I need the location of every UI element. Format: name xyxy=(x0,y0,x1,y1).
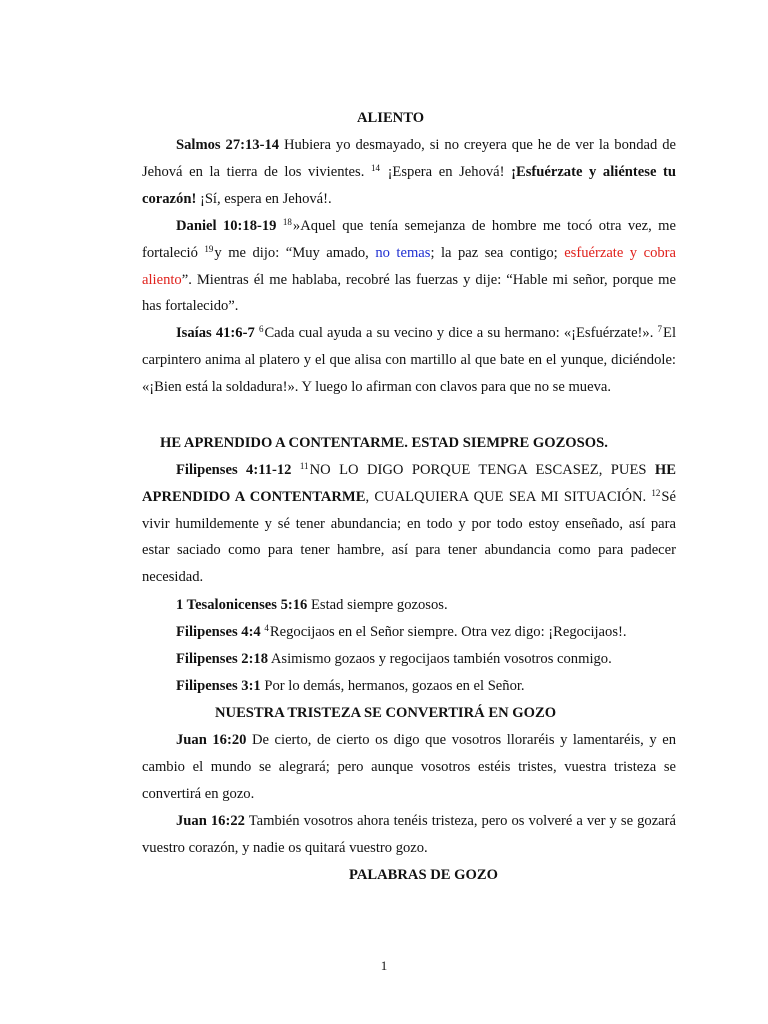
paragraph-isaias: Isaías 41:6-7 $^6$Cada cual ayuda a su vecino y dice a su hermano: «¡Esfuérzate!». $^7$El carpintero anima al platero y el que alisa con martillo al que bate en el yunque, diciéndole: «¡Bien está la soldadura!». Y luego lo afirman con clavos para que no se mueva. xyxy=(142,324,677,395)
verse-number: 6 xyxy=(258,324,264,334)
paragraph-salmos: Salmos 27:13-14 Hubiera yo desmayado, si no creyera que he de ver la bondad de Jehová en la tierra de los vivientes. $^{14}$ ¡Espera en Jehová! ¡Esfuérzate y aliéntese tu corazón! ¡Sí, espera en Jehová!. xyxy=(142,137,676,207)
emphasis-text: HE APRENDIDO A CONTENTARME xyxy=(142,462,676,505)
verse-reference: Salmos 27:13-14 xyxy=(176,137,280,153)
verse-reference: Isaías 41:6-7 xyxy=(176,325,255,341)
verse-number: 4 xyxy=(264,623,269,633)
verse-reference: 1 Tesalonicenses 5:16 xyxy=(176,597,308,613)
verse-number: 11 xyxy=(299,461,309,471)
verse-reference: Daniel 10:18-19 xyxy=(176,218,277,234)
verse-number: 19 xyxy=(204,243,214,254)
verse-reference: Filipenses 2:18 xyxy=(176,651,269,667)
paragraph-filipenses-2-18: Filipenses 2:18 Asimismo gozaos y regocijaos también vosotros conmigo. xyxy=(176,651,612,667)
emphasis-text: ¡Esfuérzate y aliéntese tu corazón! xyxy=(142,163,676,207)
verse-reference: Filipenses 4:11-12 xyxy=(176,462,292,478)
paragraph-daniel: Daniel 10:18-19 $^{18}$»Aquel que tenía semejanza de hombre me tocó otra vez, me fortaleció $^{19}$y me dijo: “Muy amado, no temas; la paz sea contigo; esfuérzate y cobra aliento”. Mientras él me hablaba, recobré las fuerzas y dije: “Hable mi señor, porque me has fortalecido”. xyxy=(142,217,677,315)
paragraph-juan-16-20: Juan 16:20 De cierto, de cierto os digo que vosotros lloraréis y lamentaréis, y en cambio el mundo se alegrará; pero aunque vosotros estéis tristes, vuestra tristeza se convertirá en gozo. xyxy=(142,732,677,802)
highlight-blue-text: no temas xyxy=(375,244,431,261)
verse-number: 14 xyxy=(370,162,380,173)
heading-contentarme: HE APRENDIDO A CONTENTARME. ESTAD SIEMPRE GOZOSOS. xyxy=(160,435,608,451)
paragraph-filipenses-3-1: Filipenses 3:1 Por lo demás, hermanos, gozaos en el Señor. xyxy=(176,678,525,694)
paragraph-filipenses-4-11: Filipenses 4:11-12 $^{11}$NO LO DIGO PORQUE TENGA ESCASEZ, PUES HE APRENDIDO A CONTENTARME, CUALQUIERA QUE SEA MI SITUACIÓN. $^{12}$Sé vivir humildemente y sé tener abundancia; en todo y por todo estoy enseñado, así para estar saciado como para tener hambre, así para tener abundancia como para padecer necesidad. xyxy=(142,461,676,586)
verse-number: 18 xyxy=(282,217,292,227)
verse-number: 7 xyxy=(657,324,663,334)
verse-reference: Filipenses 4:4 xyxy=(176,624,261,640)
page-number: 1 xyxy=(380,958,388,973)
verse-number: 12 xyxy=(651,487,661,498)
highlight-red-text: esfuérzate y cobra aliento xyxy=(142,244,677,288)
verse-reference: Juan 16:20 xyxy=(176,732,247,748)
verse-reference: Filipenses 3:1 xyxy=(176,678,261,694)
verse-reference: Juan 16:22 xyxy=(176,813,245,829)
paragraph-tesalonicenses: 1 Tesalonicenses 5:16 Estad siempre gozosos. xyxy=(176,597,448,613)
heading-palabras: PALABRAS DE GOZO xyxy=(349,867,498,883)
paragraph-juan-16-22: Juan 16:22 También vosotros ahora tenéis tristeza, pero os volveré a ver y se gozará vuestro corazón, y nadie os quitará vuestro gozo. xyxy=(142,813,677,856)
heading-tristeza: NUESTRA TRISTEZA SE CONVERTIRÁ EN GOZO xyxy=(215,705,557,721)
paragraph-filipenses-4-4: Filipenses 4:4 $^4$Regocijaos en el Señor siempre. Otra vez digo: ¡Regocijaos!. xyxy=(176,623,627,640)
heading-aliento: ALIENTO xyxy=(357,110,425,126)
